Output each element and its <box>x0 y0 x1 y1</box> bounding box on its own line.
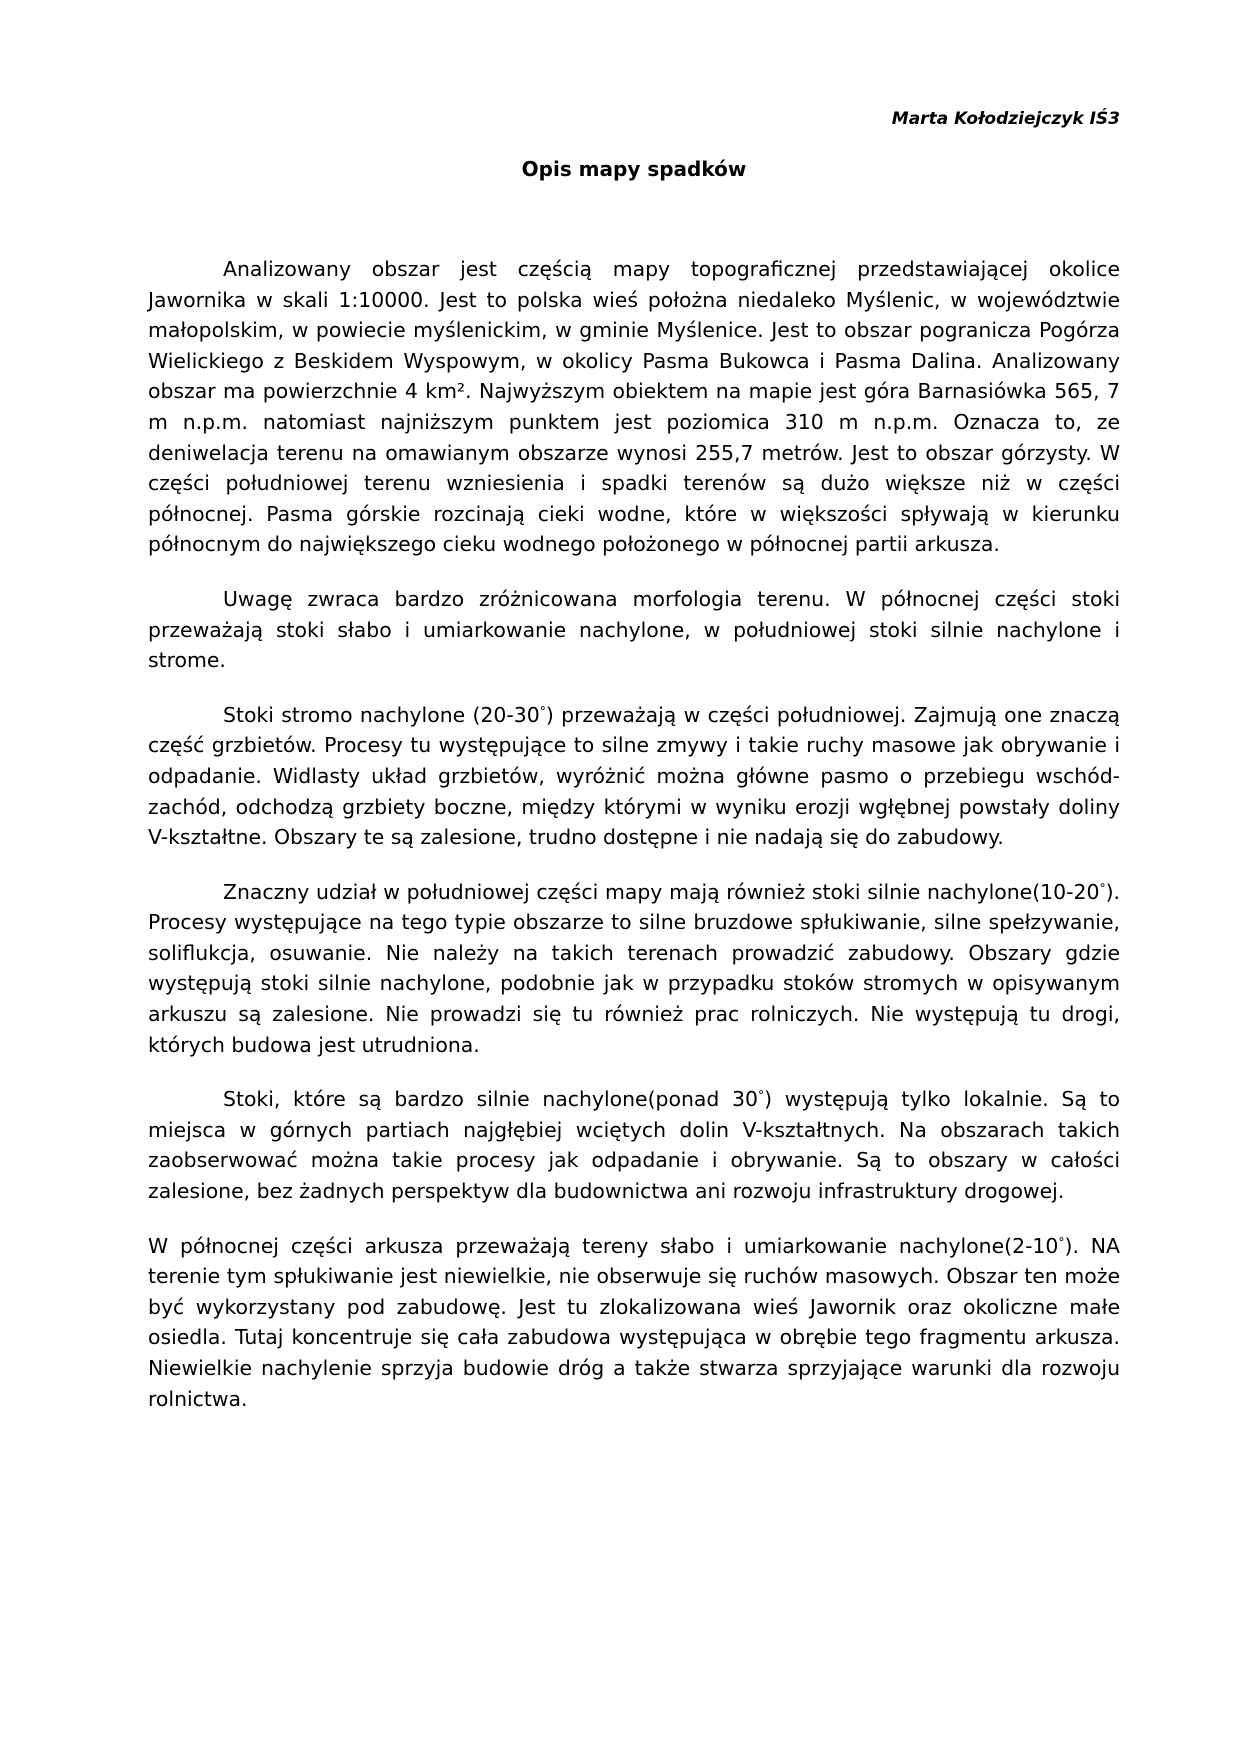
document-page <box>148 108 1120 1438</box>
author-name: Marta Kołodziejczyk IŚ3 <box>891 109 1120 129</box>
paragraph-text-start: Znaczny udział w południowej części mapy mają również stoki silnie nachylone(10-20 <box>223 879 1100 904</box>
paragraph-text-end: ) przeważają w części południowej. Zajmują one znaczą część grzbietów. Procesy tu występujące to silne zmywy i takie ruchy masowe jak obrywanie i odpadanie. Widlasty układ grzbietów, wyróżnić można główne pasmo o przebiegu wschód-zachód, odchodzą grzbiety boczne, między którymi w wyniku erozji wgłębnej powstały doliny V-kształtne. Obszary te są zalesione, trudno dostępne i nie nadają się do zabudowy. <box>148 702 1120 850</box>
paragraph-text-end: ). NA terenie tym spłukiwanie jest niewielkie, nie obserwuje się ruchów masowych. Obszar ten może być wykorzystany pod zabudowę. Jest tu zlokalizowana wieś Jawornik oraz okoliczne małe osiedla. Tutaj koncentruje się cała zabudowa występująca w obrębie tego fragmentu arkusza. Niewielkie nachylenie sprzyja budowie dróg a także stwarza sprzyjające warunki dla rozwoju rolnictwa. <box>148 1233 1120 1411</box>
paragraph-text-start: W północnej części arkusza przeważają tereny słabo i umiarkowanie nachylone(2-10 <box>148 1233 1059 1258</box>
paragraph-morphology: Uwagę zwraca bardzo zróżnicowana morfologia terenu. W północnej części stoki przeważają stoki słabo i umiarkowanie nachylone, w południowej stoki silnie nachylone i strome. <box>148 586 1120 673</box>
paragraph-text-end: ) występują tylko lokalnie. Są to miejsca w górnych partiach najgłębiej wciętych dolin V-kształtnych. Na obszarach takich zaobserwować można takie procesy jak odpadanie i obrywanie. Są to obszary w całości zalesione, bez żadnych perspektyw dla budownictwa ani rozwoju infrastruktury drogowej. <box>148 1087 1121 1204</box>
document-body <box>148 254 1120 1414</box>
degree-sign: ° <box>1099 880 1106 895</box>
paragraph-text-start: Stoki stromo nachylone (20-30 <box>223 702 540 727</box>
degree-sign: ° <box>1058 1234 1065 1249</box>
paragraph-very-strong-slopes <box>148 1084 1120 1206</box>
degree-sign: ° <box>539 704 546 718</box>
document-title: Opis mapy spadków <box>521 157 747 181</box>
degree-sign: ° <box>757 1088 765 1103</box>
paragraph-strong-slopes <box>148 877 1120 1061</box>
paragraph-text-end: ). Procesy występujące na tego typie obszarze to silne bruzdowe spłukiwanie, silne spełzywanie, soliflukcja, osuwanie. Nie należy na takich terenach prowadzić zabudowy. Obszary gdzie występują stoki silnie nachylone, podobnie jak w przypadku stoków stromych w opisywanym arkuszu są zalesione. Nie prowadzi się tu również prac rolniczych. Nie występują tu drogi, których budowa jest utrudniona. <box>148 879 1120 1057</box>
paragraph-gentle-slopes <box>148 1231 1120 1415</box>
paragraph-steep-slopes <box>148 700 1120 853</box>
paragraph-area-description: Analizowany obszar jest częścią mapy topograficznej przedstawiającej okolice Jawornika w skali 1:10000. Jest to polska wieś położna niedaleko Myślenic, w województwie małopolskim, w powiecie myślenickim, w gminie Myślenice. Jest to obszar pogranicza Pogórza Wielickiego z Beskidem Wyspowym, w okolicy Pasma Bukowca i Pasma Dalina. Analizowany obszar ma powierzchnie 4 km². Najwyższym obiektem na mapie jest góra Barnasiówka 565, 7 m n.p.m. natomiast najniższym punktem jest poziomica 310 m n.p.m. Oznacza to, ze deniwelacja terenu na omawianym obszarze wynosi 255,7 metrów. Jest to obszar górzysty. W części południowej terenu wzniesienia i spadki terenów są dużo większe niż w części północnej. Pasma górskie rozcinają cieki wodne, które w większości spływają w kierunku północnym do największego cieku wodnego położonego w północnej partii arkusza. <box>148 257 1120 557</box>
paragraph-text-start: Stoki, które są bardzo silnie nachylone(ponad 30 <box>223 1087 758 1112</box>
